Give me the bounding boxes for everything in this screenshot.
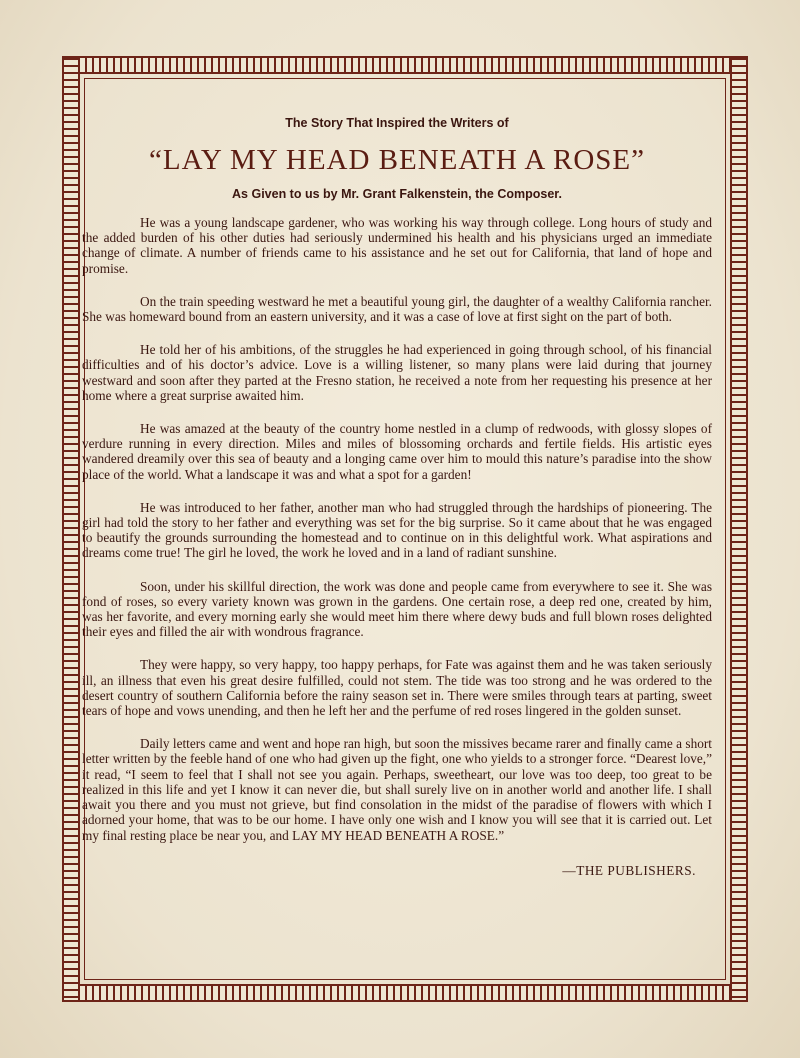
paragraph-4: He was amazed at the beauty of the country home nestled in a clump of redwoods, with glossy slopes of verdure running in every direction. Miles and miles of blossoming orchards and fertile fields. His artistic eyes wandered dreamily over this sea of beauty and a longing came over him to mould this nature’s paradise into the show place of the world. What a landscape it was and what a spot for a garden! <box>82 421 712 482</box>
kicker-line: The Story That Inspired the Writers of <box>285 116 509 130</box>
paragraph-1: He was a young landscape gardener, who was working his way through college. Long hours of study and the added burden of his other duties had seriously undermined his health and his physicians urged an immediate change of climate. A number of friends came to his assistance and he set out for California, that land of hope and promise. <box>82 215 712 276</box>
document-content <box>82 116 712 879</box>
paragraph-5: He was introduced to her father, another man who had struggled through the hardships of pioneering. The girl had told the story to her father and everything was set for the big surprise. So it came about that he was engaged to beautify the grounds surrounding the homestead and to continue on in this delightful work. What aspirations and dreams come true! The girl he loved, the work he loved and in a land of radiant sunshine. <box>82 499 712 561</box>
paragraph-8: Daily letters came and went and hope ran high, but soon the missives became rarer and finally came a short letter written by the feeble hand of one who had given up the fight, one who yields to a stronger force. “Dearest love,” it read, “I seem to feel that I shall not see you again. Perhaps, sweetheart, our love was too deep, too great to be realized in this life and yet I know it can never die, but shall surely live on in another world and another life. I shall await you there and you must not grieve, but find consolation in the midst of the paradise of flowers with which I adorned your home, that was to be our home. I have only one wish and I know you will see that it is carried out. Let my final resting place be near you, and LAY MY HEAD BENEATH A ROSE.” <box>82 736 712 843</box>
paragraph-3: He told her of his ambitions, of the struggles he had experienced in going through school, of his financial difficulties and of his doctor’s advice. Love is a willing listener, so many plans were laid during that journey westward and soon after they parted at the Fresno station, he received a note from her requesting his presence at her home where a great surprise awaited him. <box>82 342 712 403</box>
paragraph-7: They were happy, so very happy, too happy perhaps, for Fate was against them and he was taken seriously ill, an illness that even his great desire fulfilled, could not stem. The tide was too strong and he was ordered to the desert country of southern California before the rainy season set in. There were smiles through tears at parting, sweet tears of hope and vows unending, and then he left her and the perfume of red roses lingered in the golden sunset. <box>82 657 712 719</box>
paragraph-6: Soon, under his skillful direction, the work was done and people came from everywhere to see it. She was fond of roses, so every variety known was grown in the gardens. One certain rose, a deep red one, created by him, was her favorite, and every morning early she would meet him there where dewy buds and full blown roses delighted their eyes and filled the air with wondrous fragrance. <box>82 578 712 640</box>
border-top <box>62 56 748 74</box>
border-left <box>62 56 80 1002</box>
page-title: “LAY MY HEAD BENEATH A ROSE” <box>148 144 646 176</box>
signature: —THE PUBLISHERS. <box>562 862 696 878</box>
attribution-line: As Given to us by Mr. Grant Falkenstein, the Composer. <box>232 187 562 201</box>
border-bottom <box>62 984 748 1002</box>
paragraph-2: On the train speeding westward he met a beautiful young girl, the daughter of a wealthy California rancher. She was homeward bound from an eastern university, and it was a case of love at first sight on the part of both. <box>82 293 712 325</box>
border-right <box>730 56 748 1002</box>
